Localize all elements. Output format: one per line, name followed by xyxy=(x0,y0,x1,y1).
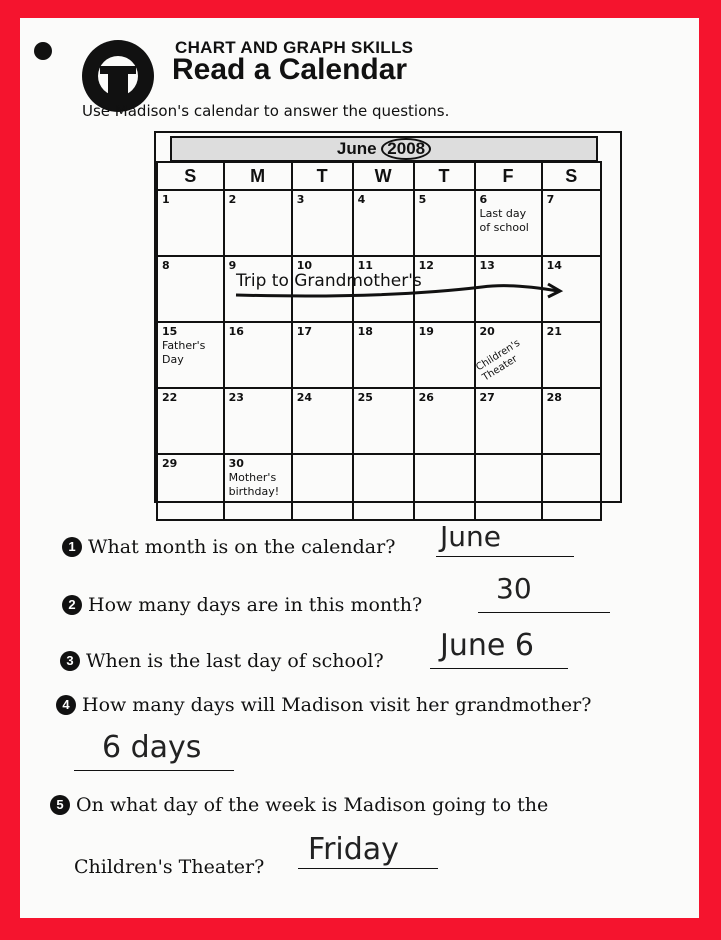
day-number: 4 xyxy=(357,193,366,206)
question-number: 5 xyxy=(50,795,70,815)
calendar-day-cell xyxy=(224,322,292,388)
calendar-day-cell xyxy=(475,454,542,520)
calendar-grid xyxy=(156,161,602,521)
calendar-year: 2008 xyxy=(381,138,431,160)
day-number: 20 xyxy=(479,325,495,338)
calendar-week-row xyxy=(157,190,601,256)
day-number: 28 xyxy=(546,391,562,404)
calendar-header xyxy=(170,136,598,162)
calendar-day-cell xyxy=(353,322,414,388)
weekday-header: S xyxy=(157,162,224,190)
day-number: 7 xyxy=(546,193,555,206)
question-number: 3 xyxy=(60,651,80,671)
question-4 xyxy=(56,694,591,716)
day-number: 2 xyxy=(228,193,237,206)
section-label: CHART AND GRAPH SKILLS xyxy=(175,38,414,57)
worksheet-page xyxy=(20,18,699,918)
calendar-day-cell xyxy=(292,388,353,454)
calendar-day-cell xyxy=(157,256,224,322)
calendar-day-cell xyxy=(224,454,292,520)
calendar-day-cell xyxy=(414,190,475,256)
day-number: 12 xyxy=(418,259,434,272)
question-text: What month is on the calendar? xyxy=(88,536,396,558)
question-text: On what day of the week is Madison going to the xyxy=(76,794,549,816)
answer-5[interactable]: Friday xyxy=(308,832,399,867)
calendar-body xyxy=(157,190,601,520)
answer-1[interactable]: June xyxy=(440,520,501,553)
day-number: 26 xyxy=(418,391,434,404)
answer-line xyxy=(74,770,234,771)
question-2 xyxy=(62,594,422,616)
calendar-day-cell xyxy=(475,190,542,256)
weekday-header: T xyxy=(292,162,353,190)
answer-4[interactable]: 6 days xyxy=(102,730,202,765)
day-note: Last day of school xyxy=(479,207,529,234)
calendar-day-cell xyxy=(157,322,224,388)
answer-line xyxy=(430,668,568,669)
day-number: 25 xyxy=(357,391,373,404)
calendar-day-cell xyxy=(292,322,353,388)
calendar-day-cell xyxy=(224,388,292,454)
answer-3[interactable]: June 6 xyxy=(440,628,534,663)
calendar-day-cell xyxy=(224,190,292,256)
day-note: Mother's birthday! xyxy=(228,471,280,498)
day-note: Father's Day xyxy=(162,339,206,366)
day-number: 1 xyxy=(162,193,170,206)
answer-line xyxy=(478,612,610,613)
calendar-month: June xyxy=(336,139,377,158)
day-number: 21 xyxy=(546,325,562,338)
trip-label: Trip to Grandmother's xyxy=(236,271,422,291)
answer-line xyxy=(298,868,438,869)
day-number: 27 xyxy=(479,391,495,404)
weekday-header: T xyxy=(414,162,475,190)
question-number: 1 xyxy=(62,537,82,557)
question-5 xyxy=(50,794,548,816)
day-number: 10 xyxy=(296,259,312,272)
page-title: Read a Calendar xyxy=(172,53,408,86)
calendar-week-row xyxy=(157,388,601,454)
weekday-header: S xyxy=(542,162,601,190)
calendar-week-row xyxy=(157,454,601,520)
weekday-header: W xyxy=(353,162,414,190)
calendar-day-cell xyxy=(542,454,601,520)
question-text: When is the last day of school? xyxy=(86,650,384,672)
calendar-week-row xyxy=(157,322,601,388)
day-number: 14 xyxy=(546,259,562,272)
day-number: 18 xyxy=(357,325,373,338)
page-dot-icon xyxy=(34,42,52,60)
day-number: 3 xyxy=(296,193,305,206)
calendar-day-cell xyxy=(542,190,601,256)
day-number: 22 xyxy=(162,391,178,404)
day-number: 13 xyxy=(479,259,495,272)
day-number: 23 xyxy=(228,391,244,404)
calendar-day-cell xyxy=(414,388,475,454)
day-number: 9 xyxy=(228,259,237,272)
calendar-day-cell xyxy=(157,388,224,454)
calendar-day-cell xyxy=(475,388,542,454)
weekday-header: M xyxy=(224,162,292,190)
calendar-day-cell xyxy=(542,322,601,388)
calendar-day-cell xyxy=(353,388,414,454)
calendar-day-cell xyxy=(542,388,601,454)
day-note: Children's Theater xyxy=(473,337,522,384)
day-number: 5 xyxy=(418,193,427,206)
trip-arrow-icon xyxy=(232,277,572,307)
question-3 xyxy=(60,650,384,672)
calendar-day-cell xyxy=(414,454,475,520)
calendar-day-cell xyxy=(414,322,475,388)
day-number: 24 xyxy=(296,391,312,404)
calendar-day-cell xyxy=(292,190,353,256)
answer-2[interactable]: 30 xyxy=(496,572,532,605)
day-number: 8 xyxy=(162,259,170,272)
calendar-day-cell xyxy=(475,322,542,388)
question-5-continued: Children's Theater? xyxy=(74,856,265,878)
day-number: 30 xyxy=(228,457,244,470)
instructions: Use Madison's calendar to answer the questions. xyxy=(82,102,450,120)
calendar-day-cell xyxy=(353,190,414,256)
day-number: 17 xyxy=(296,325,312,338)
question-text: How many days are in this month? xyxy=(88,594,423,616)
calendar-day-cell xyxy=(353,454,414,520)
day-number: 11 xyxy=(357,259,373,272)
question-1 xyxy=(62,536,395,558)
day-number: 6 xyxy=(479,193,488,206)
day-number: 29 xyxy=(162,457,178,470)
day-number: 16 xyxy=(228,325,244,338)
day-number: 19 xyxy=(418,325,434,338)
question-number: 4 xyxy=(56,695,76,715)
calendar-day-cell xyxy=(157,190,224,256)
question-text: How many days will Madison visit her grandmother? xyxy=(82,694,592,716)
calendar-day-cell xyxy=(292,454,353,520)
question-number: 2 xyxy=(62,595,82,615)
weekday-header: F xyxy=(475,162,542,190)
calendar-day-cell xyxy=(157,454,224,520)
answer-line xyxy=(436,556,574,557)
day-number: 15 xyxy=(162,325,178,338)
